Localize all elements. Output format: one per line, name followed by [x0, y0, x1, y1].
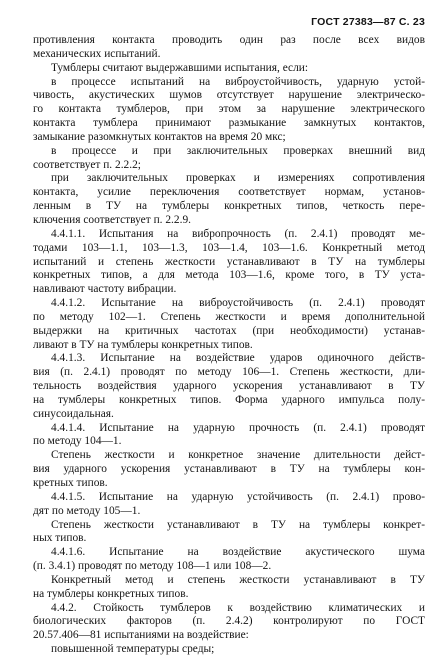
paragraph — [33, 62, 425, 76]
text-line: контакта тумблера принимают размыкание замкнутых контактов, — [33, 117, 425, 130]
text-line: 4.4.1.3. Испытание на воздействие ударов одиночного действ- — [51, 352, 425, 365]
paragraph — [33, 422, 425, 450]
text-line: 4.4.1.5. Испытание на ударную устойчивость (п. 2.4.1) прово- — [51, 490, 425, 503]
text-line: навливают частоту вибрации. — [33, 283, 177, 296]
text-line: дят по методу 105—1. — [33, 504, 141, 517]
text-line: тельность воздействия ударного ускорения устанавливают в ТУ — [33, 380, 425, 393]
text-line: на тумблеры конкретных типов. — [33, 587, 189, 600]
paragraph — [33, 34, 425, 62]
paragraph — [33, 449, 425, 491]
paragraph — [33, 643, 425, 657]
text-line: выдержки на критичных частотах (при необходимости) устанав- — [33, 324, 425, 337]
paragraph — [33, 297, 425, 352]
text-line: по методу 102—1. Степень жесткости и время дополнительной — [33, 310, 425, 323]
text-line: испытаний и степень жесткости устанавливают в ТУ на тумблеры — [33, 255, 425, 268]
text-line: ливают в ТУ на тумблеры конкретных типов. — [33, 338, 253, 351]
paragraph — [33, 546, 425, 574]
text-line: ных типов. — [33, 532, 87, 545]
text-line: Конкретный метод и степень жесткости устанавливают в ТУ — [51, 573, 425, 586]
text-line: при заключительных проверках и измерениях сопротивления — [51, 172, 425, 185]
text-line: Тумблеры считают выдержавшими испытания, если: — [51, 61, 309, 74]
text-line: (п. 3.4.1) проводят по методу 108—1 или 108—2. — [33, 560, 272, 573]
text-line: 20.57.406—81 испытаниями на воздействие: — [33, 629, 249, 642]
text-line: ленным в ТУ на тумблеры конкретных типов, четкость пере- — [33, 200, 425, 213]
text-line: механических испытаний. — [33, 47, 161, 60]
text-line: по методу 104—1. — [33, 435, 122, 448]
text-line: в процессе и при заключительных проверках внешний вид — [51, 144, 425, 157]
document-body — [33, 34, 425, 657]
paragraph — [33, 76, 425, 145]
text-line: противления контакта проводить один раз после всех видов — [33, 34, 425, 46]
text-line: вия ударного ускорения устанавливают в ТУ на тумблеры кон- — [33, 463, 425, 476]
text-line: чивость, акустических шумов отсутствует нарушение электрическо- — [33, 89, 425, 102]
paragraph — [33, 145, 425, 173]
text-line: синусоидальная. — [33, 407, 114, 420]
running-head: ГОСТ 27383—87 С. 23 — [311, 16, 425, 28]
text-line: контакта, усилие переключения соответствует нормам, установ- — [33, 186, 425, 199]
text-line: 4.4.1.4. Испытание на ударную прочность (п. 2.4.1) проводят — [51, 421, 425, 434]
paragraph — [33, 519, 425, 547]
text-line: Степень жесткости и конкретное значение длительности дейст- — [51, 449, 425, 462]
text-line: тодами 103—1.1, 103—1.3, 103—1.4, 103—1.6. Конкретный метод — [33, 241, 425, 254]
text-line: го контакта тумблеров, при этом за нарушение электрического — [33, 103, 425, 116]
text-line: вия (п. 2.4.1) проводят по методу 106—1. Степень жесткости, дли- — [33, 366, 425, 379]
paragraph — [33, 228, 425, 297]
text-line: в процессе испытаний на виброустойчивость, ударную устой- — [51, 75, 425, 88]
paragraph — [33, 574, 425, 602]
text-line: замыкание разомкнутых контактов на время 20 мкс; — [33, 130, 286, 143]
paragraph — [33, 602, 425, 644]
text-line: соответствует п. 2.2.2; — [33, 158, 141, 171]
text-line: 4.4.2. Стойкость тумблеров к воздействию климатических и — [51, 601, 425, 614]
text-line: кретных типов. — [33, 477, 108, 489]
text-line: биологических факторов (п. 2.4.2) контролируют по ГОСТ — [33, 615, 425, 628]
text-line: ключения соответствует п. 2.2.9. — [33, 213, 191, 226]
paragraph — [33, 491, 425, 519]
text-line: повышенной температуры среды; — [51, 643, 215, 656]
text-line: 4.4.1.2. Испытание на виброустойчивость (п. 2.4.1) проводят — [51, 297, 425, 310]
text-line: 4.4.1.6. Испытание на воздействие акустического шума — [51, 546, 425, 559]
paragraph — [33, 352, 425, 421]
paragraph — [33, 172, 425, 227]
text-line: конкретных типов, а для метода 103—1.6, кроме того, в ТУ уста- — [33, 269, 425, 282]
text-line: Степень жесткости устанавливают в ТУ на тумблеры конкрет- — [51, 518, 425, 531]
text-line: 4.4.1.1. Испытания на вибропрочность (п. 2.4.1) проводят ме- — [51, 227, 425, 240]
text-line: на тумблеры конкретных типов. Форма ударного импульса полу- — [33, 393, 425, 406]
